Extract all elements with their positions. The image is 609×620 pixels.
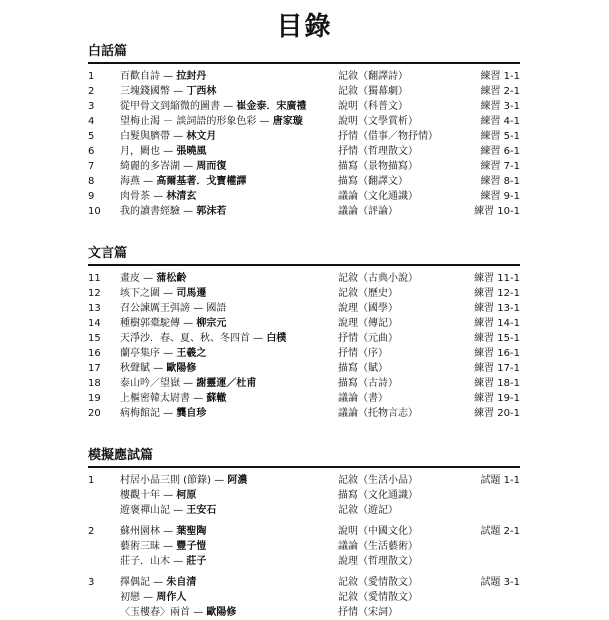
lesson-title-text: 天淨沙．春、夏、秋、冬四首 — (120, 333, 267, 344)
lesson-author: 周作人 (156, 592, 187, 603)
toc-row (88, 316, 520, 331)
toc-row (88, 473, 520, 488)
lesson-number: 2 (88, 526, 95, 537)
lesson-number: 7 (88, 161, 95, 172)
lesson-title (120, 575, 196, 590)
toc-row (88, 69, 520, 84)
lesson-title-text: 召公諫厲王弭謗 — 國語 (120, 303, 227, 314)
lesson-title-text: 遊褒禪山記 — (120, 505, 187, 516)
lesson-title (120, 316, 226, 331)
toc-row (88, 376, 520, 391)
lesson-title-text: 肉骨茶 — (120, 191, 167, 202)
exercise-ref: 練習 17-1 (474, 363, 520, 374)
lesson-genre: 記敘（遊記） (338, 505, 398, 516)
exercise-ref: 練習 4-1 (480, 116, 520, 127)
lesson-title (120, 204, 226, 219)
lesson-genre: 說明（文學賞析） (338, 116, 418, 127)
exercise-ref: 練習 2-1 (480, 86, 520, 97)
lesson-author: 郭沫若 (196, 206, 227, 217)
lesson-author: 唐家璇 (272, 116, 303, 127)
lesson-genre: 議論（評論） (338, 206, 398, 217)
lesson-title (120, 84, 216, 99)
lesson-genre: 說理（傳記） (338, 318, 398, 329)
lesson-author: 謝靈運／杜甫 (196, 378, 257, 389)
lesson-author: 歐陽修 (166, 363, 197, 374)
lesson-genre: 議論（書） (338, 393, 388, 404)
lesson-author: 林清玄 (166, 191, 197, 202)
lesson-title-text: 種樹郭橐駝傳 — (120, 318, 197, 329)
lesson-author: 司馬遷 (176, 288, 207, 299)
lesson-genre: 描寫（文化通識） (338, 490, 418, 501)
exercise-ref: 練習 19-1 (474, 393, 520, 404)
lesson-genre: 抒情（哲理散文） (338, 146, 418, 157)
lesson-author: 崔金泰．宋廣禮 (236, 101, 307, 112)
exercise-ref: 練習 13-1 (474, 303, 520, 314)
lesson-author: 柳宗元 (196, 318, 227, 329)
toc-row (88, 575, 520, 590)
exercise-ref: 練習 5-1 (480, 131, 520, 142)
lesson-number: 6 (88, 146, 95, 157)
lesson-title-text: 畫皮 — (120, 273, 157, 284)
exercise-ref: 練習 3-1 (480, 101, 520, 112)
lesson-title-text: 我的讀書經驗 — (120, 206, 197, 217)
lesson-genre: 議論（文化通識） (338, 191, 418, 202)
lesson-title (120, 406, 206, 421)
lesson-title (120, 605, 236, 620)
lesson-author: 阿濃 (227, 475, 248, 486)
section-divider (88, 62, 520, 64)
lesson-title-text: 三塊錢國幣 — (120, 86, 187, 97)
toc-row (88, 539, 520, 554)
toc-row (88, 84, 520, 99)
lesson-author: 高爾基著．戈寶權譯 (156, 176, 247, 187)
exercise-ref: 練習 1-1 (480, 71, 520, 82)
lesson-number: 2 (88, 86, 95, 97)
lesson-title-text: 藝術三昧 — (120, 541, 177, 552)
lesson-author: 朱自清 (166, 577, 197, 588)
lesson-author: 豐子愷 (176, 541, 207, 552)
lesson-number: 5 (88, 131, 95, 142)
lesson-author: 莊子 (186, 556, 207, 567)
exercise-ref: 練習 15-1 (474, 333, 520, 344)
lesson-number: 8 (88, 176, 95, 187)
lesson-author: 丁西林 (186, 86, 217, 97)
toc-row (88, 331, 520, 346)
toc-row (88, 406, 520, 421)
lesson-author: 柯原 (176, 490, 197, 501)
lesson-title-text: 海燕 — (120, 176, 157, 187)
lesson-genre: 記敘（生活小品） (338, 475, 418, 486)
lesson-title-text: 從甲骨文到縮微的圖書 — (120, 101, 237, 112)
toc-row (88, 554, 520, 569)
lesson-number: 3 (88, 101, 95, 112)
lesson-genre: 描寫（古詩） (338, 378, 398, 389)
lesson-number: 15 (88, 333, 101, 344)
lesson-genre: 說理（哲理散文） (338, 556, 418, 567)
exercise-ref: 練習 8-1 (480, 176, 520, 187)
lesson-title (120, 114, 303, 129)
toc-row (88, 144, 520, 159)
lesson-genre: 抒情（元曲） (338, 333, 398, 344)
section-title: 模擬應試篇 (88, 448, 154, 463)
toc-row (88, 361, 520, 376)
toc-row (88, 174, 520, 189)
lesson-title (120, 144, 206, 159)
lesson-author: 王安石 (186, 505, 217, 516)
lesson-title-text: 上樞密韓太尉書 — (120, 393, 207, 404)
toc-row (88, 99, 520, 114)
lesson-genre: 描寫（賦） (338, 363, 388, 374)
lesson-title-text: 月，闕也 — (120, 146, 177, 157)
toc-row (88, 346, 520, 361)
toc-row (88, 488, 520, 503)
lesson-title-text: 垓下之圍 — (120, 288, 177, 299)
lesson-genre: 記敘（獨幕劇） (338, 86, 408, 97)
exercise-ref: 練習 10-1 (474, 206, 520, 217)
lesson-title (120, 286, 206, 301)
lesson-number: 1 (88, 475, 95, 486)
section-vernacular (88, 44, 520, 219)
lesson-genre: 描寫（景物描寫） (338, 161, 418, 172)
lesson-title-text: 樓觀十年 — (120, 490, 177, 501)
exercise-ref: 練習 12-1 (474, 288, 520, 299)
lesson-title-text: 綺麗的多峇湖 — (120, 161, 197, 172)
lesson-number: 11 (88, 273, 101, 284)
toc-row (88, 114, 520, 129)
lesson-author: 王羲之 (176, 348, 207, 359)
lesson-title (120, 346, 206, 361)
lesson-title-text: 秋聲賦 — (120, 363, 167, 374)
toc-row (88, 524, 520, 539)
lesson-title-text: 〈玉樓春〉兩首 — (120, 607, 207, 618)
lesson-genre: 議論（生活藝術） (338, 541, 418, 552)
exercise-ref: 練習 9-1 (480, 191, 520, 202)
lesson-title (120, 69, 206, 84)
lesson-title (120, 174, 246, 189)
exercise-ref: 試題 1-1 (480, 475, 520, 486)
lesson-title (120, 524, 206, 539)
lesson-title (120, 301, 226, 316)
lesson-genre: 抒情（宋詞） (338, 607, 398, 618)
lesson-title-text: 蘭亭集序 — (120, 348, 177, 359)
page-title: 目錄 (276, 12, 333, 42)
section-divider (88, 264, 520, 266)
exercise-ref: 練習 14-1 (474, 318, 520, 329)
lesson-author: 歐陽修 (206, 607, 237, 618)
lesson-title-text: 村居小品三則 (節錄) — (120, 475, 228, 486)
lesson-genre: 抒情（借事／物抒情） (338, 131, 438, 142)
toc-row (88, 271, 520, 286)
lesson-genre: 記敘（愛情散文） (338, 577, 418, 588)
toc-row (88, 159, 520, 174)
exercise-ref: 試題 3-1 (480, 577, 520, 588)
lesson-title-text: 病梅館記 — (120, 408, 177, 419)
lesson-author: 葉聖陶 (176, 526, 207, 537)
lesson-number: 10 (88, 206, 101, 217)
lesson-number: 14 (88, 318, 101, 329)
lesson-title (120, 189, 196, 204)
section-divider (88, 466, 520, 468)
lesson-genre: 說明（科普文） (338, 101, 408, 112)
exercise-ref: 練習 6-1 (480, 146, 520, 157)
toc-row (88, 391, 520, 406)
lesson-genre: 記敘（古典小說） (338, 273, 418, 284)
lesson-title (120, 590, 186, 605)
lesson-title-text: 百歡自詩 — (120, 71, 177, 82)
lesson-number: 16 (88, 348, 101, 359)
lesson-genre: 議論（托物言志） (338, 408, 418, 419)
lesson-title-text: 望梅止渴 － 談詞語的形象色彩 — (120, 116, 273, 127)
lesson-genre: 抒情（序） (338, 348, 388, 359)
lesson-title (120, 539, 206, 554)
lesson-title (120, 129, 216, 144)
toc-row (88, 590, 520, 605)
lesson-genre: 記敘（歷史） (338, 288, 398, 299)
lesson-genre: 記敘（翻譯詩） (338, 71, 408, 82)
lesson-number: 20 (88, 408, 101, 419)
toc-row (88, 189, 520, 204)
lesson-title (120, 99, 306, 114)
toc-row (88, 286, 520, 301)
lesson-title (120, 503, 216, 518)
lesson-author: 林文月 (186, 131, 217, 142)
lesson-number: 12 (88, 288, 101, 299)
lesson-number: 19 (88, 393, 101, 404)
lesson-title (120, 473, 247, 488)
lesson-author: 張曉風 (176, 146, 207, 157)
lesson-author: 蘇轍 (206, 393, 227, 404)
lesson-title-text: 莊子．山木 — (120, 556, 187, 567)
lesson-title-text: 白髮與臍帶 — (120, 131, 187, 142)
lesson-title-text: 蘇州園林 — (120, 526, 177, 537)
toc-row (88, 204, 520, 219)
lesson-title (120, 488, 196, 503)
lesson-title (120, 391, 226, 406)
lesson-author: 周而復 (196, 161, 227, 172)
lesson-genre: 說明（中國文化） (338, 526, 418, 537)
lesson-title (120, 159, 226, 174)
lesson-number: 4 (88, 116, 95, 127)
lesson-author: 拉封丹 (176, 71, 207, 82)
lesson-genre: 描寫（翻譯文） (338, 176, 408, 187)
lesson-number: 9 (88, 191, 95, 202)
exercise-ref: 試題 2-1 (480, 526, 520, 537)
section-mock-exam (88, 448, 520, 620)
lesson-genre: 說理（國學） (338, 303, 398, 314)
lesson-number: 3 (88, 577, 95, 588)
toc-row (88, 503, 520, 518)
lesson-genre: 記敘（愛情散文） (338, 592, 418, 603)
toc-row (88, 301, 520, 316)
section-classical (88, 246, 520, 421)
lesson-title-text: 泰山吟／望嶽 — (120, 378, 197, 389)
toc-row (88, 129, 520, 144)
lesson-number: 1 (88, 71, 95, 82)
section-title: 文言篇 (88, 246, 128, 261)
exercise-ref: 練習 7-1 (480, 161, 520, 172)
exercise-ref: 練習 18-1 (474, 378, 520, 389)
exercise-ref: 練習 11-1 (474, 273, 520, 284)
lesson-title (120, 376, 256, 391)
lesson-title (120, 361, 196, 376)
section-title: 白話篇 (88, 44, 128, 59)
lesson-number: 17 (88, 363, 101, 374)
lesson-number: 18 (88, 378, 101, 389)
exercise-ref: 練習 16-1 (474, 348, 520, 359)
lesson-author: 白樸 (266, 333, 287, 344)
lesson-title-text: 初戀 — (120, 592, 157, 603)
lesson-number: 13 (88, 303, 101, 314)
lesson-author: 蒲松齡 (156, 273, 187, 284)
lesson-author: 龔自珍 (176, 408, 207, 419)
lesson-title (120, 331, 286, 346)
lesson-title (120, 271, 186, 286)
toc-row (88, 605, 520, 620)
exercise-ref: 練習 20-1 (474, 408, 520, 419)
lesson-title (120, 554, 206, 569)
lesson-title-text: 擇偶記 — (120, 577, 167, 588)
